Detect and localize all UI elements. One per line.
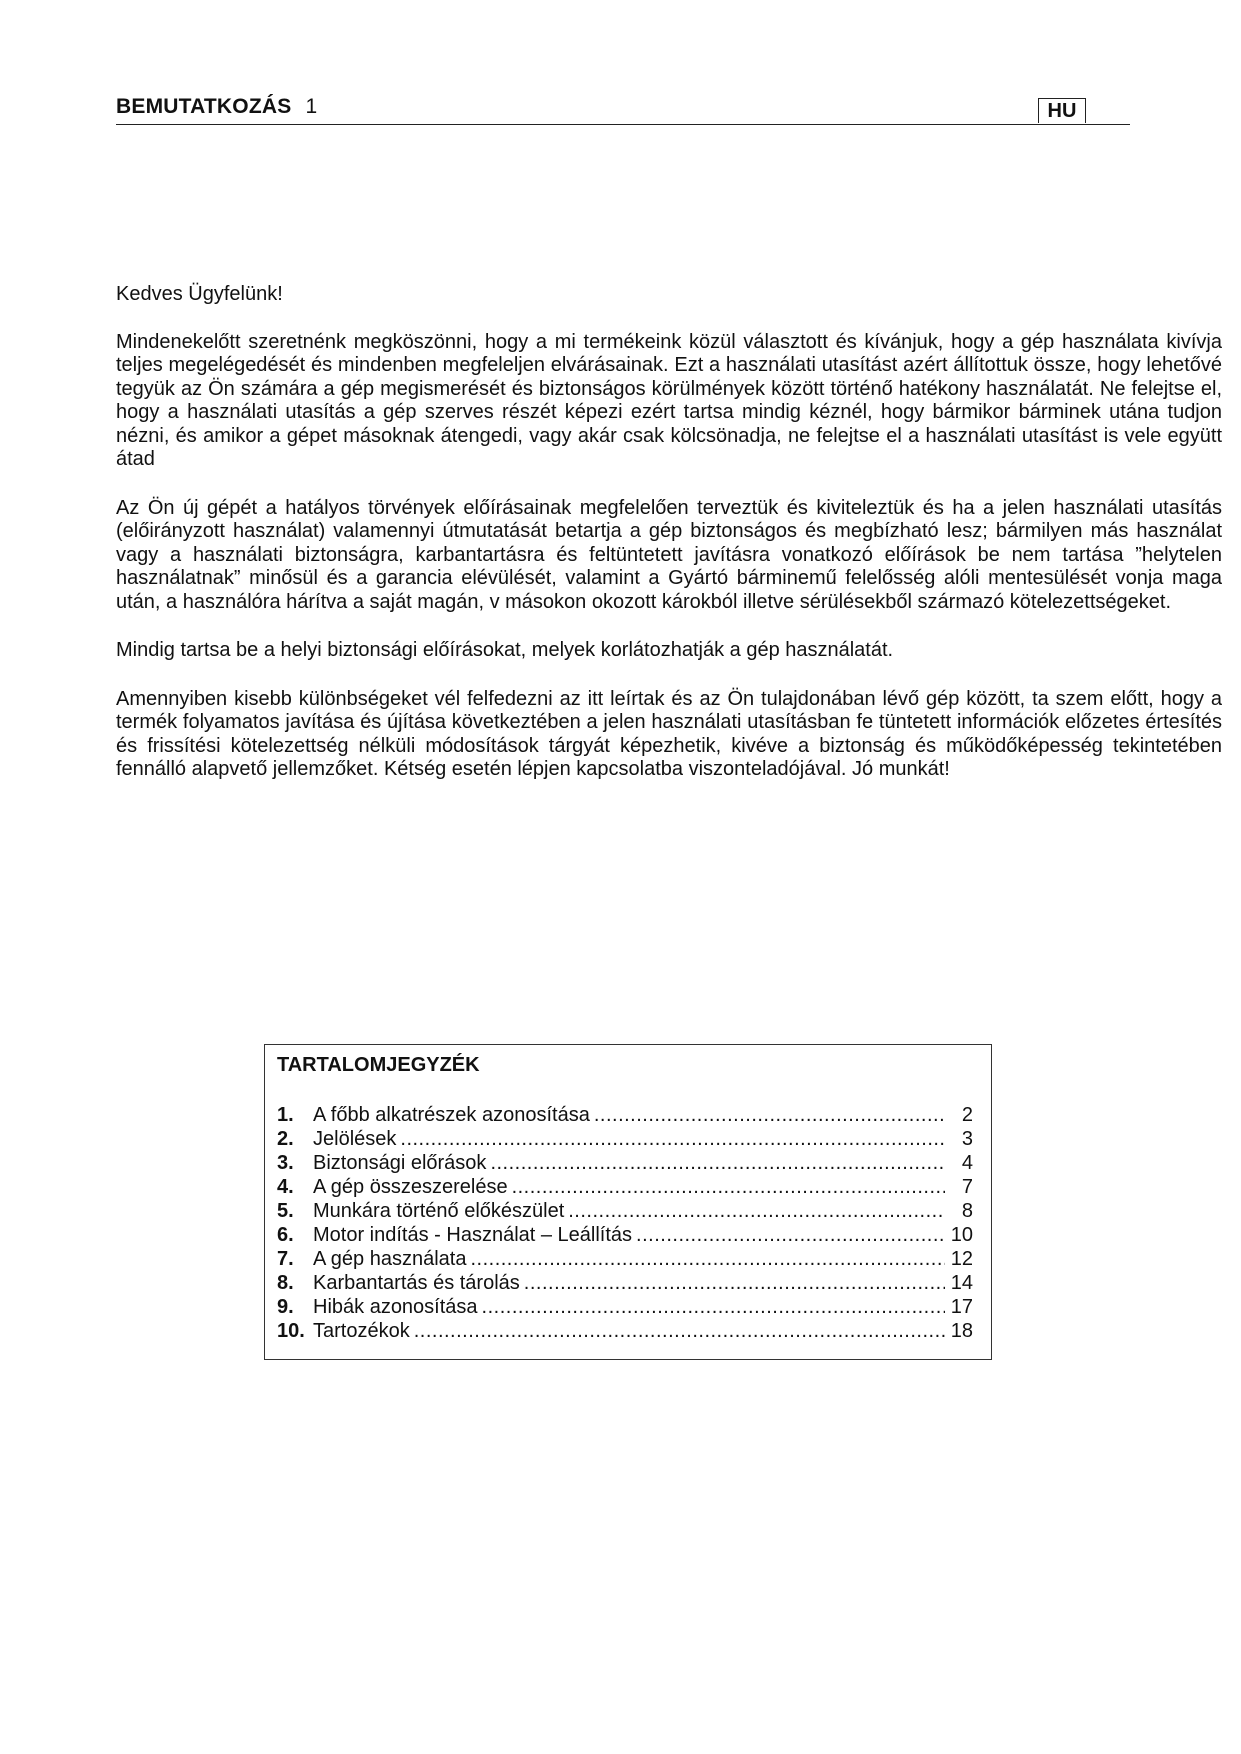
page-number: 1 — [305, 95, 318, 118]
toc-item-number: 10. — [277, 1320, 305, 1342]
toc-item-number: 3. — [277, 1152, 294, 1174]
toc-item[interactable] — [277, 1319, 973, 1343]
toc-item[interactable] — [277, 1127, 973, 1151]
toc-item-page: 12 — [950, 1248, 973, 1270]
greeting: Kedves Ügyfelünk! — [116, 283, 283, 305]
toc-item-page: 14 — [950, 1272, 973, 1294]
toc-leader-dots — [470, 1247, 945, 1271]
toc-leader-dots — [490, 1151, 945, 1175]
toc-item-label: A gép összeszerelése — [313, 1176, 508, 1198]
toc-item-page: 7 — [961, 1176, 973, 1198]
section-title — [116, 95, 317, 119]
toc-item-page: 2 — [961, 1104, 973, 1126]
language-badge: HU — [1038, 98, 1086, 123]
toc-item-number: 2. — [277, 1128, 294, 1150]
toc-title: TARTALOMJEGYZÉK — [277, 1054, 480, 1076]
intro-text — [116, 283, 1222, 807]
toc-item-label: Tartozékok — [313, 1320, 410, 1342]
section-title-text: BEMUTATKOZÁS — [116, 95, 292, 118]
toc-leader-dots — [636, 1223, 945, 1247]
toc-item-number: 5. — [277, 1200, 294, 1222]
toc-item-page: 3 — [961, 1128, 973, 1150]
toc-item-page: 10 — [950, 1224, 973, 1246]
toc-item[interactable] — [277, 1175, 973, 1199]
toc-item-page: 17 — [950, 1296, 973, 1318]
toc-item-label: Karbantartás és tárolás — [313, 1272, 520, 1294]
toc-item[interactable] — [277, 1151, 973, 1175]
toc-item-label: A gép használata — [313, 1248, 467, 1270]
toc-leader-dots — [512, 1175, 945, 1199]
toc-leader-dots — [568, 1199, 945, 1223]
toc-item-label: Jelölések — [313, 1128, 397, 1150]
toc-item-number: 1. — [277, 1104, 294, 1126]
paragraph-differences: Amennyiben kisebb különbségeket vél felfedezni az itt leírtak és az Ön tulajdonában lévő gép között, ta szem előtt, hogy a termék folyamatos javítása és újítása következtében a jelen használati utasításban fe tüntetett információk előzetes értesítés és frissítési kötelezettség nélküli módosítások tárgyát képezhetik, kivéve a biztonság és működőképesség tekintetében fennálló alapvető jellemzőket. Kétség esetén lépjen kapcsolatba viszonteladójával. Jó munkát! — [116, 687, 1222, 780]
paragraph-compliance: Az Ön új gépét a hatályos törvények előírásainak megfelelően terveztük és kiviteleztük és ha a jelen használati utasítás (előirányzott használat) valamennyi útmutatását betartja a gép biztonságos és megbízható lesz; bármilyen más használat vagy a használati biztonságra, karbantartásra és feltüntetett javításra vonatkozó előírások be nem tartása ”helytelen használatnak” minősül és a garancia elévülését, valamint a Gyártó bárminemű felelősség alóli mentesülését vonja maga után, a használóra hárítva a saját magán, v másokon okozott károkból illetve sérülésekből származó kötelezettségeket. — [116, 496, 1222, 613]
toc-item-page: 4 — [961, 1152, 973, 1174]
toc-item-page: 8 — [961, 1200, 973, 1222]
table-of-contents — [264, 1044, 992, 1360]
toc-item[interactable] — [277, 1223, 973, 1247]
toc-item[interactable] — [277, 1271, 973, 1295]
toc-item-page: 18 — [950, 1320, 973, 1342]
toc-item-label: Motor indítás - Használat – Leállítás — [313, 1224, 633, 1246]
toc-item[interactable] — [277, 1247, 973, 1271]
toc-item-number: 4. — [277, 1176, 294, 1198]
toc-item-number: 7. — [277, 1248, 294, 1270]
paragraph-local-rules: Mindig tartsa be a helyi biztonsági előírásokat, melyek korlátozhatják a gép használatát. — [116, 639, 894, 661]
toc-item[interactable] — [277, 1103, 973, 1127]
toc-item-number: 9. — [277, 1296, 294, 1318]
toc-item-label: Munkára történő előkészület — [313, 1200, 565, 1222]
page-header — [116, 90, 1130, 125]
toc-item-label: Hibák azonosítása — [313, 1296, 478, 1318]
toc-item[interactable] — [277, 1295, 973, 1319]
toc-item-label: A főbb alkatrészek azonosítása — [313, 1104, 590, 1126]
toc-leader-dots — [414, 1319, 945, 1343]
paragraph-thanks: Mindenekelőtt szeretnénk megköszönni, hogy a mi termékeink közül választott és kívánjuk, hogy a gép használata kivívja teljes megelégedését és mindenben megfeleljen elvárásainak. Ezt a használati utasítást azért állítottuk össze, hogy lehetővé tegyük az Ön számára a gép megismerését és biztonságos körülmények között történő hatékony használatát. Ne felejtse el, hogy a használati utasítás a gép szerves részét képezi ezért tartsa mindig kéznél, hogy bármikor bárminek utána tudjon nézni, és amikor a gépet másoknak átengedi, vagy akár csak kölcsönadja, ne felejtse el a használati utasítást is vele együtt átad — [116, 330, 1222, 470]
toc-leader-dots — [524, 1271, 945, 1295]
toc-item[interactable] — [277, 1199, 973, 1223]
toc-leader-dots — [400, 1127, 945, 1151]
toc-leader-dots — [482, 1295, 945, 1319]
toc-item-number: 8. — [277, 1272, 294, 1294]
toc-item-label: Biztonsági előrások — [313, 1152, 487, 1174]
toc-list — [277, 1103, 973, 1343]
toc-leader-dots — [594, 1103, 945, 1127]
toc-item-number: 6. — [277, 1224, 294, 1246]
